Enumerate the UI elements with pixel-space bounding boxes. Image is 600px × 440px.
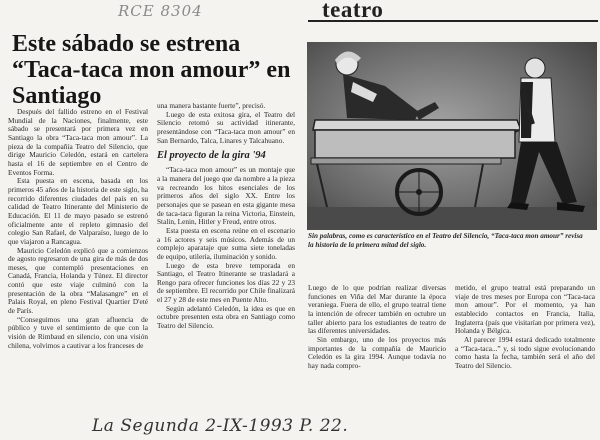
handwritten-source-mark: La Segunda 2-IX-1993 P. 22. xyxy=(92,416,349,436)
stage-photo xyxy=(307,42,597,230)
paragraph: “Conseguimos una gran afluencia de público y tuve el sentimiento de que con la visión de Rimbaud en silencio, con una visión chilena, volvimos a cautivar a los franceses de xyxy=(8,314,148,350)
paragraph: Luego de esta exitosa gira, el Teatro del Silencio retomó su actividad itinerante, presentándose con “Taca-taca mon amour” en San Bernardo, Talca, Linares y Talcahuano. xyxy=(157,109,295,145)
handwritten-reference-mark: RCE 8304 xyxy=(118,2,203,20)
paragraph: Después del fallido estreno en el Festival Mundial de la Naciones, finalmente, este sábado se presentará por primera vez en Santiago la obra “Taca-taca mon amour”. La pieza de la compañía Teatro del Silencio, que dirige Mauricio Celedón, estará en cartelera hasta el 16 de septiembre en el Centro de Eventos Forma. xyxy=(8,107,148,177)
paragraph: metido, el grupo teatral está preparando un viaje de tres meses por Europa con “Taca-taca mon amour”. Por el momento, ya han establecido contactos en Francia, Italia, Inglaterra (país que visitarían por primera vez), Holanda y Bélgica. xyxy=(455,283,595,336)
photo-caption: Sin palabras, como es característico en el Teatro del Silencio, “Taca-taca mon amour” revisa la historia de la primera mitad del siglo. xyxy=(308,232,583,249)
paragraph: Al parecer 1994 estará dedicado totalmente a “Taca-taca...” y, si todo sigue evolucionando como hasta la fecha, también será el año del Teatro del Silencio. xyxy=(455,334,595,370)
paragraph: Luego de esta breve temporada en Santiago, el Teatro Itinerante se trasladará a Rengo para ofrecer funciones los días 22 y 23 de septiembre. El recorrido por Chile finalizará el 27 y 28 de este mes en Puente Alto. xyxy=(157,260,295,305)
paragraph: una manera bastante fuerte”, precisó. xyxy=(157,101,266,110)
article-column-2 xyxy=(157,102,295,331)
article-column-4 xyxy=(455,284,595,371)
headline: Este sábado se estrena “Taca-taca mon amour” en Santiago xyxy=(12,31,291,109)
paragraph: Según adelantó Celedón, la idea es que en octubre presenten esta obra en Santiago como Teatro del Silencio. xyxy=(157,303,295,331)
subheading: El proyecto de la gira '94 xyxy=(157,150,266,162)
article-column-1 xyxy=(8,108,148,350)
paragraph: Luego de lo que podrían realizar diversas funciones en Viña del Mar durante la época veraniega. Fuera de ello, el grupo teatral tiene la intención de ofrecer también en octubre un taller abierto para los estudiantes de teatro de las diferentes universidades. xyxy=(308,283,446,336)
paragraph: “Taca-taca mon amour” es un montaje que a la manera del juego que da nombre a la pieza va recreando los hitos esenciales de los primeros años del siglo XX. Entre los personajes que se pasean en esta gigante mesa de taca-taca figuran la reina Victoria, Einstein, Stalin, Lenin, Hitler y Freud, entre otros. xyxy=(157,165,295,227)
section-label: teatro xyxy=(322,0,384,22)
article-column-3 xyxy=(308,284,446,371)
paragraph: Esta puesta en escena reúne en el escenario a 16 actores y seis músicos. Además de un complejo aparataje que suma siete toneladas de equipo, utilería, iluminación y sonido. xyxy=(157,225,295,261)
paragraph: Mauricio Celedón explicó que a comienzos de agosto regresaron de una gira de más de dos meses, que contempló presentaciones en Canadá, Francia, Holanda y Túnez. El director contó que este viaje culminó con la presentación de la obra “Malasangre” en el Palais Royal, en pleno Festival Quartier D'eté de París. xyxy=(8,245,148,316)
paragraph: Sin embargo, uno de los proyectos más importantes de la compañía de Mauricio Celedón es la gira 1994. Aunque todavía no hay nada compro- xyxy=(308,334,446,370)
paragraph: Esta puesta en escena, basada en los primeros 45 años de la historia de este siglo, ha recorrido diferentes ciudades del país en su calidad de Teatro Itinerante del Ministerio de Educación. El 11 de mayo pasado se estrenó oficialmente ante el repleto gimnasio del colegio San Rafael, de Valparaíso, luego de lo que viajaron a Rancagua. xyxy=(8,176,148,246)
